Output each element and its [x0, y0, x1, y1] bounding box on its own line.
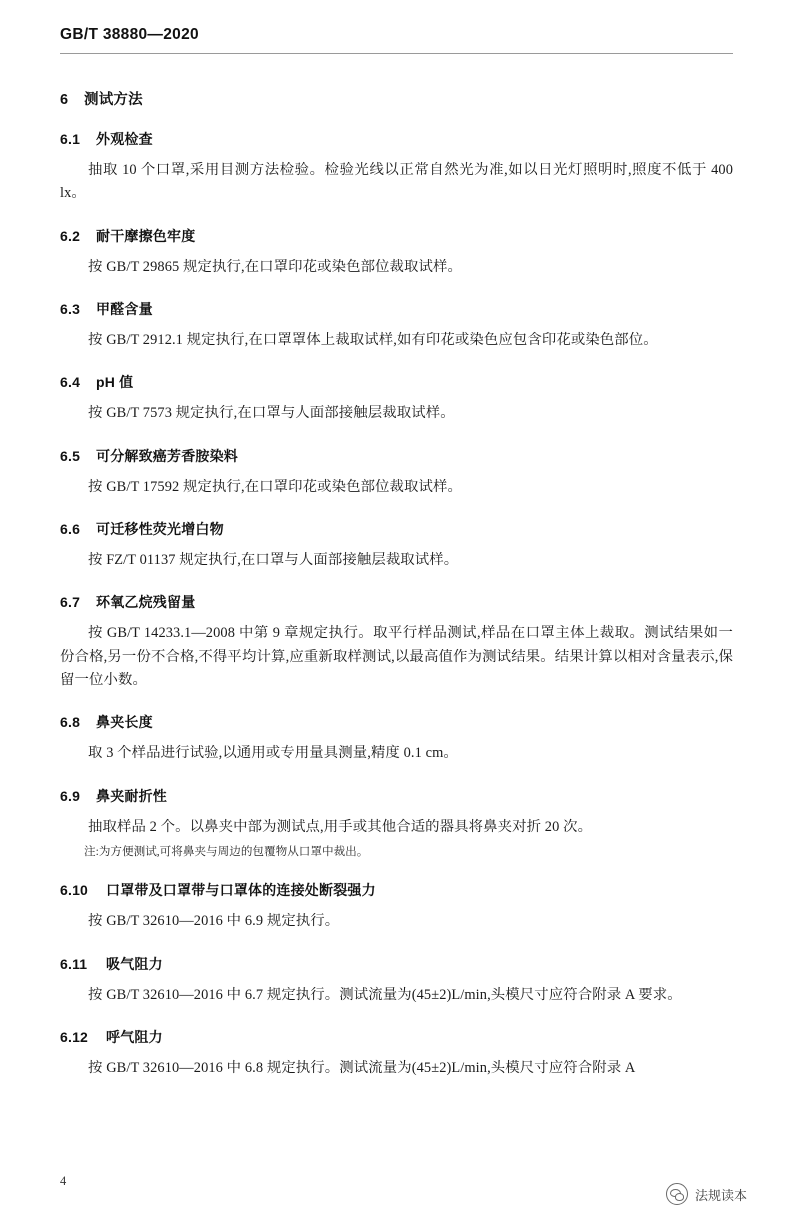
section-paragraph: 抽取样品 2 个。以鼻夹中部为测试点,用手或其他合适的器具将鼻夹对折 20 次。 — [88, 818, 593, 835]
section-number: 6.6 — [60, 520, 81, 537]
section-title: 呼气阻力 — [106, 1028, 163, 1045]
chapter-heading — [60, 88, 733, 109]
section-title: 可迁移性荧光增白物 — [96, 520, 224, 537]
section-heading — [60, 446, 733, 466]
section-paragraph: 按 GB/T 2912.1 规定执行,在口罩罩体上裁取试样,如有印花或染色应包含印花或染色部位。 — [88, 331, 658, 348]
section-6-4 — [60, 372, 733, 425]
section-6-12 — [60, 1027, 733, 1080]
section-title: 鼻夹耐折性 — [96, 787, 167, 804]
section-6-8 — [60, 712, 733, 765]
section-heading — [60, 1027, 733, 1047]
section-note: 注:为方便测试,可将鼻夹与周边的包覆物从口罩中裁出。 — [84, 844, 369, 858]
section-heading — [60, 226, 733, 246]
section-number: 6.10 — [60, 882, 89, 899]
watermark — [666, 1183, 747, 1205]
header-divider — [60, 53, 733, 54]
section-6-1 — [60, 129, 733, 206]
section-title: 吸气阻力 — [106, 955, 163, 972]
section-heading — [60, 592, 733, 612]
section-heading — [60, 372, 733, 392]
section-number: 6.11 — [60, 955, 88, 972]
section-6-6 — [60, 519, 733, 572]
section-number: 6.7 — [60, 594, 81, 611]
section-6-7 — [60, 592, 733, 692]
section-paragraph: 取 3 个样品进行试验,以通用或专用量具测量,精度 0.1 cm。 — [88, 745, 458, 762]
section-number: 6.5 — [60, 447, 81, 464]
section-6-2 — [60, 226, 733, 279]
section-number: 6.9 — [60, 787, 81, 804]
section-paragraph: 按 FZ/T 01137 规定执行,在口罩与人面部接触层裁取试样。 — [88, 551, 459, 568]
section-paragraph: 按 GB/T 32610—2016 中 6.9 规定执行。 — [88, 913, 340, 930]
section-number: 6.3 — [60, 300, 81, 317]
section-6-10 — [60, 880, 733, 933]
section-heading — [60, 786, 733, 806]
section-6-9 — [60, 786, 733, 861]
section-number: 6.2 — [60, 227, 81, 244]
section-paragraph: 按 GB/T 29865 规定执行,在口罩印花或染色部位裁取试样。 — [88, 258, 463, 275]
watermark-label: 法规读本 — [694, 1187, 747, 1203]
section-heading — [60, 519, 733, 539]
section-heading — [60, 712, 733, 732]
chapter-title: 测试方法 — [84, 92, 143, 108]
section-heading — [60, 129, 733, 149]
section-number: 6.8 — [60, 714, 81, 731]
section-paragraph: 按 GB/T 14233.1—2008 中第 9 章规定执行。取平行样品测试,样品在口罩主体上裁取。测试结果如一份合格,另一份不合格,不得平均计算,应重新取样测试,以最高值作为测试结果。结果计算以相对含量表示,保留一位小数。 — [60, 625, 733, 688]
chapter-number: 6 — [60, 92, 69, 108]
section-title: 耐干摩擦色牢度 — [96, 227, 196, 244]
section-title: 可分解致癌芳香胺染料 — [96, 447, 238, 464]
section-title: 口罩带及口罩带与口罩体的连接处断裂强力 — [106, 882, 376, 899]
section-heading — [60, 880, 733, 900]
section-title: 外观检查 — [96, 131, 153, 147]
section-heading — [60, 299, 733, 319]
section-number: 6.1 — [60, 131, 81, 147]
section-number: 6.12 — [60, 1028, 89, 1045]
document-body — [60, 88, 733, 1080]
page-number: 4 — [60, 1174, 67, 1188]
document-header — [60, 0, 733, 44]
section-title: 鼻夹长度 — [96, 714, 153, 731]
section-number: 6.4 — [60, 374, 81, 391]
section-title: 环氧乙烷残留量 — [96, 594, 196, 611]
section-heading — [60, 954, 733, 974]
section-paragraph: 按 GB/T 17592 规定执行,在口罩印花或染色部位裁取试样。 — [88, 478, 463, 495]
standard-code: GB/T 38880—2020 — [60, 26, 199, 43]
section-title: pH 值 — [96, 374, 134, 391]
section-paragraph: 抽取 10 个口罩,采用目测方法检验。检验光线以正常自然光为准,如以日光灯照明时,照度不低于 400 lx。 — [60, 162, 733, 202]
wechat-icon — [666, 1183, 688, 1205]
section-6-5 — [60, 446, 733, 499]
section-paragraph: 按 GB/T 32610—2016 中 6.7 规定执行。测试流量为(45±2)L/min,头模尺寸应符合附录 A 要求。 — [88, 986, 682, 1003]
section-title: 甲醛含量 — [96, 300, 153, 317]
section-6-11 — [60, 954, 733, 1007]
section-paragraph: 按 GB/T 32610—2016 中 6.8 规定执行。测试流量为(45±2)L/min,头模尺寸应符合附录 A — [88, 1059, 636, 1076]
section-6-3 — [60, 299, 733, 352]
section-paragraph: 按 GB/T 7573 规定执行,在口罩与人面部接触层裁取试样。 — [88, 405, 455, 422]
